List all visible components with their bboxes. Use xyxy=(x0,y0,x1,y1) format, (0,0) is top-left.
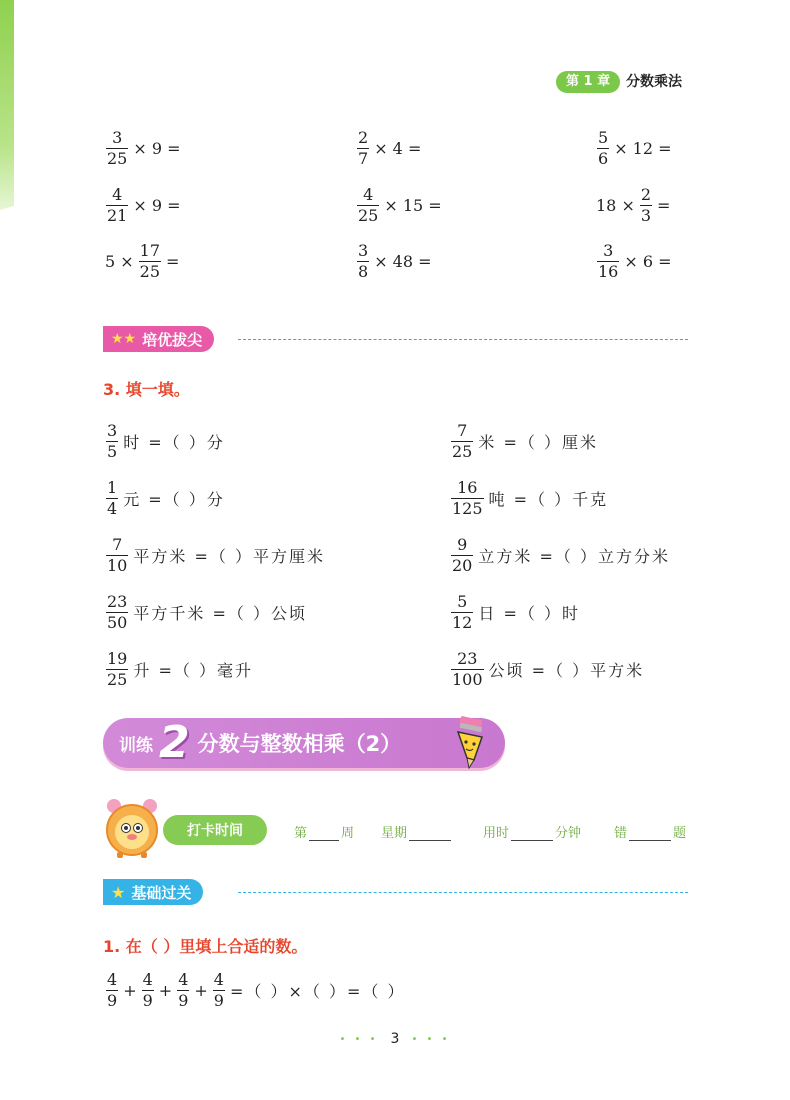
fraction: $\frac{5}{12}$ xyxy=(452,592,473,632)
fraction: $\frac{16}{125}$ xyxy=(452,478,483,518)
star-icon: ★ xyxy=(111,882,126,902)
exercise-1-1: $\frac{3}{25}$ × 9 = xyxy=(107,128,181,168)
fraction: $\frac{23}{50}$ xyxy=(107,592,128,632)
fraction: $\frac{4}{9}$ xyxy=(142,970,153,1010)
clock-in-time: 用时 分钟 xyxy=(483,826,582,841)
clock-in-errors: 错 题 xyxy=(614,826,687,841)
section-divider xyxy=(238,339,688,340)
fraction: $\frac{5}{6}$ xyxy=(598,128,609,168)
fraction: $\frac{4}{9}$ xyxy=(178,970,189,1010)
exercise-3-1: 5 × $\frac{17}{25}$ = xyxy=(105,241,180,281)
fraction: $\frac{3}{16}$ xyxy=(598,241,619,281)
fraction: $\frac{2}{7}$ xyxy=(358,128,369,168)
star-icon: ★★ xyxy=(111,331,137,347)
banner-number: 2 xyxy=(159,717,190,768)
left-green-stripe xyxy=(0,0,14,210)
section-advanced-label: 培优拔尖 xyxy=(142,330,203,349)
section-divider xyxy=(238,892,688,893)
fraction: $\frac{19}{25}$ xyxy=(107,649,128,689)
fill-item: $\frac{7}{25}$ 米 =（ ）厘米 xyxy=(452,421,598,461)
errors-blank[interactable] xyxy=(629,826,671,841)
chapter-badge: 第 1 章 xyxy=(556,71,620,93)
fraction: $\frac{3}{25}$ xyxy=(107,128,128,168)
clock-in-week: 第 周 xyxy=(294,826,355,841)
fill-item: $\frac{9}{20}$ 立方米 =（ ）立方分米 xyxy=(452,535,670,575)
fraction: $\frac{23}{100}$ xyxy=(452,649,483,689)
footer-dots-right: • • • xyxy=(411,1033,451,1045)
alarm-clock-icon xyxy=(103,797,161,859)
fraction: $\frac{2}{3}$ xyxy=(640,185,652,225)
fraction: $\frac{17}{25}$ xyxy=(139,241,161,281)
fraction: $\frac{4}{9}$ xyxy=(107,970,118,1010)
fill-item: $\frac{23}{100}$ 公顷 =（ ）平方米 xyxy=(452,649,645,689)
fraction: $\frac{3}{5}$ xyxy=(107,421,118,461)
pencil-icon xyxy=(452,714,492,770)
clock-in-pill: 打卡时间 xyxy=(163,815,267,845)
exercise-3-3: $\frac{3}{16}$ × 6 = xyxy=(598,241,672,281)
fill-item: $\frac{7}{10}$ 平方米 =（ ）平方厘米 xyxy=(107,535,325,575)
question-1-title: 1. 在（ ）里填上合适的数。 xyxy=(103,937,308,956)
weekday-blank[interactable] xyxy=(409,826,451,841)
fraction: $\frac{9}{20}$ xyxy=(452,535,473,575)
week-blank[interactable] xyxy=(309,826,339,841)
banner-label: 训练 xyxy=(119,735,153,756)
exercise-2-1: $\frac{4}{21}$ × 9 = xyxy=(107,185,181,225)
fraction: $\frac{1}{4}$ xyxy=(107,478,118,518)
page-number: 3 xyxy=(390,1031,400,1047)
section-basic-tab xyxy=(103,879,203,905)
exercise-2-3: 18 × $\frac{2}{3}$ = xyxy=(596,185,671,225)
banner-title: 分数与整数相乘（2） xyxy=(197,732,402,756)
question-3-title: 3. 填一填。 xyxy=(103,380,190,399)
fraction: $\frac{4}{21}$ xyxy=(107,185,128,225)
footer-dots-left: • • • xyxy=(339,1033,379,1045)
fraction: $\frac{7}{10}$ xyxy=(107,535,128,575)
section-basic-label: 基础过关 xyxy=(131,883,192,902)
fill-item: $\frac{19}{25}$ 升 =（ ）毫升 xyxy=(107,649,253,689)
fraction: $\frac{4}{25}$ xyxy=(358,185,379,225)
exercise-1-3: $\frac{5}{6}$ × 12 = xyxy=(598,128,672,168)
time-blank[interactable] xyxy=(511,826,553,841)
fraction: $\frac{7}{25}$ xyxy=(452,421,473,461)
clock-in-weekday: 星期 xyxy=(381,822,453,841)
question-1-expression: $\frac{4}{9}$ + $\frac{4}{9}$ + $\frac{4}{9}$ + $\frac{4}{9}$ =（ ）×（ ）=（ ） xyxy=(107,970,406,1010)
fill-item: $\frac{5}{12}$ 日 =（ ）时 xyxy=(452,592,580,632)
exercise-1-2: $\frac{2}{7}$ × 4 = xyxy=(358,128,422,168)
fill-item: $\frac{16}{125}$ 吨 =（ ）千克 xyxy=(452,478,609,518)
section-advanced-tab xyxy=(103,326,214,352)
lesson-banner xyxy=(103,718,505,768)
fraction: $\frac{3}{8}$ xyxy=(358,241,369,281)
fill-item: $\frac{3}{5}$ 时 =（ ）分 xyxy=(107,421,225,461)
exercise-2-2: $\frac{4}{25}$ × 15 = xyxy=(358,185,442,225)
chapter-title: 分数乘法 xyxy=(626,74,682,90)
exercise-3-2: $\frac{3}{8}$ × 48 = xyxy=(358,241,432,281)
fraction: $\frac{4}{9}$ xyxy=(213,970,224,1010)
fill-item: $\frac{1}{4}$ 元 =（ ）分 xyxy=(107,478,225,518)
fill-item: $\frac{23}{50}$ 平方千米 =（ ）公顷 xyxy=(107,592,307,632)
page-footer xyxy=(0,1031,790,1047)
